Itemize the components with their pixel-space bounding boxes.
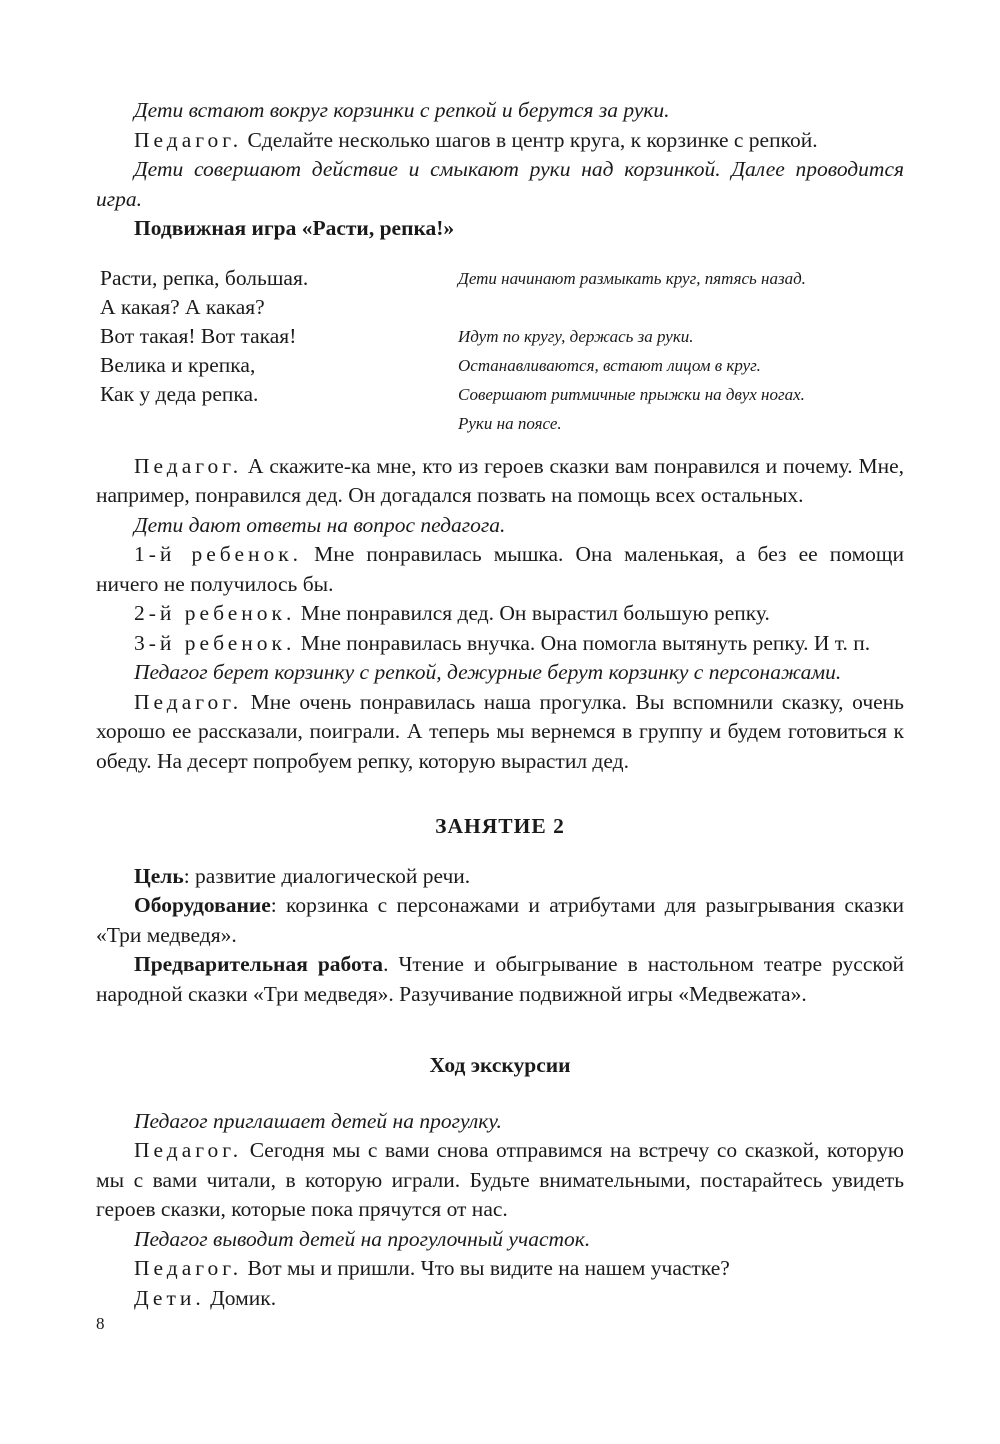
speaker: Педагог. [134, 453, 243, 478]
children-line [96, 1284, 904, 1314]
equipment-text: : корзинка с персонажами и атрибутами для разыгрывания сказки «Три медведя». [96, 893, 904, 947]
speaker: 2-й ребенок. [134, 601, 296, 625]
poem-actions [458, 264, 904, 438]
speaker: Дети. [134, 1285, 205, 1310]
prework [96, 950, 904, 1009]
line-text: Мне понравилась внучка. Она помогла вытянуть репку. И т. п. [295, 630, 871, 655]
line-text: Сделайте несколько шагов в центр круга, к корзинке с репкой. [242, 127, 818, 152]
prework-text: . Чтение и обыгрывание в настольном театре русской народной сказки «Три медведя». Разучивание подвижной игры «Медвежата». [96, 952, 904, 1006]
line-text: Домик. [204, 1285, 277, 1310]
speaker: Педагог. [134, 1138, 243, 1162]
goal-text: : развитие диалогической речи. [183, 863, 471, 888]
excursion-title: Ход экскурсии [429, 1053, 571, 1077]
poem-action: Руки на поясе. [458, 413, 562, 433]
page-content [96, 96, 904, 1313]
teacher-line [96, 1136, 904, 1225]
poem-action: Дети начинают размыкать круг, пятясь назад. [458, 268, 806, 288]
lesson-title: ЗАНЯТИЕ 2 [435, 814, 565, 838]
line-text: Мне понравился дед. Он вырастил большую репку. [295, 601, 770, 625]
line-text: Сегодня мы с вами снова отправимся на встречу со сказкой, которую мы с вами читали, в которую играли. Будьте внимательными, постарайтесь увидеть героев сказки, которые пока прячутся от нас. [96, 1138, 904, 1221]
stage-direction: Педагог берет корзинку с репкой, дежурные берут корзинку с персонажами. [134, 660, 842, 684]
child-line [96, 540, 904, 599]
stage-direction: Педагог выводит детей на прогулочный участок. [134, 1226, 591, 1251]
child-line [96, 629, 904, 659]
child-line [96, 599, 904, 629]
line-text: А скажите-ка мне, кто из героев сказки вам понравился и почему. Мне, например, понравился дед. Он догадался позвать на помощь всех остальных. [96, 453, 904, 507]
teacher-line [96, 688, 904, 777]
equipment [96, 891, 904, 950]
poem-line: А какая? А какая? [100, 294, 265, 319]
poem-lines [96, 264, 458, 438]
poem-action: Идут по кругу, держась за руки. [458, 326, 694, 346]
stage-direction: Педагог приглашает детей на прогулку. [134, 1108, 502, 1133]
speaker: Педагог. [134, 127, 243, 152]
poem-block [96, 264, 904, 438]
line-text: Вот мы и пришли. Что вы видите на нашем участке? [242, 1256, 730, 1280]
poem-line: Как у деда репка. [100, 381, 259, 406]
poem-line: Велика и крепка, [100, 352, 256, 377]
poem-line: Вот такая! Вот такая! [100, 323, 297, 348]
line-text: Мне понравилась мышка. Она маленькая, а без ее помощи ничего не получилось бы. [96, 542, 904, 596]
poem-line: Расти, репка, большая. [100, 265, 309, 290]
goal [96, 862, 904, 892]
teacher-line [96, 1254, 904, 1284]
teacher-line [96, 126, 904, 156]
goal-label: Цель [134, 863, 184, 888]
page-number: 8 [96, 1314, 105, 1333]
speaker: 1-й ребенок. [134, 542, 303, 566]
equipment-label: Оборудование [134, 893, 271, 917]
stage-direction: Дети встают вокруг корзинки с репкой и берутся за руки. [134, 98, 670, 122]
teacher-line [96, 452, 904, 511]
line-text: Мне очень понравилась наша прогулка. Вы вспомнили сказку, очень хорошо ее рассказали, поиграли. А теперь мы вернемся в группу и будем готовиться к обеду. На десерт попробуем репку, которую вырастил дед. [96, 689, 904, 773]
poem-action: Совершают ритмичные прыжки на двух ногах. [458, 384, 805, 404]
poem-action: Останавливаются, встают лицом в круг. [458, 355, 761, 375]
game-title: Подвижная игра «Расти, репка!» [134, 216, 455, 240]
stage-direction: Дети дают ответы на вопрос педагога. [134, 512, 506, 537]
prework-label: Предварительная работа [134, 952, 384, 976]
speaker: 3-й ребенок. [134, 630, 296, 655]
stage-direction: Дети совершают действие и смыкают руки над корзинкой. Далее проводится игра. [96, 157, 904, 211]
speaker: Педагог. [134, 1256, 243, 1280]
speaker: Педагог. [134, 689, 243, 714]
